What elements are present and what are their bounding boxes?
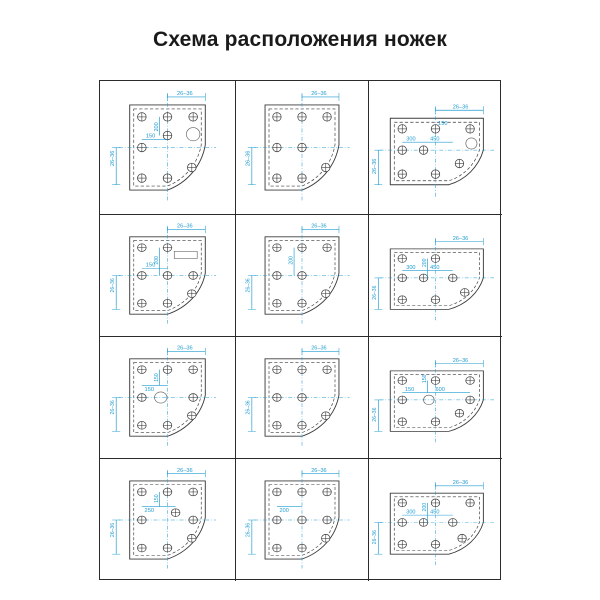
layout-grid: [99, 80, 501, 580]
dim-left-r2c1: 26–36: [109, 278, 116, 293]
foot-marks: [398, 125, 477, 179]
dim-v-r3c1: 150: [153, 373, 160, 382]
dim-v-r1c1: 200: [153, 122, 160, 132]
dim-left-r2c2: 26–36: [245, 278, 252, 293]
diagram-cell-r3c2: [236, 337, 369, 459]
dim-left-r1c2: 26–36: [245, 150, 252, 167]
dim-h-r2c1: 150: [145, 262, 156, 269]
foot-marks: [398, 255, 469, 304]
dim-h2-r3c3: 600: [435, 387, 445, 393]
foot-marks: [398, 377, 474, 426]
dim-top-r1c1: 26–36: [176, 90, 193, 97]
dim-v-r2c1: 200: [153, 256, 160, 265]
dim-left-r3c3: 26–36: [371, 407, 379, 422]
diagram-cell-r4c1: [100, 459, 236, 581]
dim-h-r3c3: 150: [404, 387, 415, 393]
dim-h2-r1c3: 450: [430, 136, 440, 143]
dim-v-r2c2: 200: [288, 256, 295, 265]
dim-v-r2c3: 200: [421, 258, 429, 268]
diagram-cell-r2c2: [236, 215, 369, 337]
dim-top-r2c1: 26–36: [176, 223, 193, 230]
dim-h2-r4c3: 450: [430, 509, 440, 516]
dim-left-r4c2: 26–36: [245, 522, 252, 538]
dim-left-r1c3: 26–36: [372, 158, 379, 175]
diagram-cell-r3c3: [369, 337, 502, 459]
dim-h2-r2c3: 450: [430, 265, 440, 271]
dim-h-r3c1: 150: [144, 387, 154, 393]
dim-left-r4c1: 26–36: [109, 522, 116, 538]
diagram-cell-r2c3: [369, 215, 502, 337]
dim-v-r4c3: 200: [421, 502, 429, 512]
dim-v-r3c3: 150: [421, 374, 429, 383]
diagram-cell-r3c1: [100, 337, 236, 459]
page-title: Схема расположения ножек: [152, 28, 448, 51]
dim-left-r1c1: 26–36: [109, 150, 116, 167]
dim-v-r1c3: 150: [438, 120, 448, 127]
dim-h-r2c3: 300: [406, 265, 416, 271]
diagram-cell-r4c3: [369, 459, 502, 581]
dim-top-r4c2: 26–36: [311, 467, 327, 474]
dim-left-r3c1: 26–36: [109, 400, 116, 415]
dim-top-r2c2: 26–36: [311, 223, 327, 230]
dim-top-r1c3: 26–36: [452, 104, 469, 111]
dim-top-r4c1: 26–36: [176, 468, 193, 474]
dim-h-r4c1: 250: [144, 508, 154, 515]
diagram-cell-r1c2: [236, 81, 369, 215]
dim-left-r2c3: 26–36: [371, 285, 379, 300]
dim-h-r4c3: 300: [406, 509, 416, 516]
foot-marks: [398, 499, 474, 548]
dim-h-r1c1: 150: [145, 133, 156, 140]
dim-h-r1c3: 300: [406, 136, 416, 143]
dim-v-r4c1: 150: [153, 494, 160, 503]
dim-h-r4c2: 200: [279, 508, 289, 515]
dim-left-r4c3: 26–36: [372, 530, 379, 545]
dim-top-r2c3: 26–36: [452, 235, 469, 242]
dim-top-r3c1: 26–36: [176, 345, 193, 352]
diagram-cell-r2c1: [100, 215, 236, 337]
dim-left-r3c2: 26–36: [245, 400, 252, 415]
dim-top-r3c2: 26–36: [311, 345, 327, 352]
dim-top-r1c2: 26–36: [311, 90, 327, 97]
diagram-cell-r1c1: [100, 81, 236, 215]
diagram-cell-r1c3: [369, 81, 502, 215]
dim-top-r4c3: 26–36: [452, 480, 469, 486]
dim-top-r3c3: 26–36: [452, 357, 469, 364]
diagram-cell-r4c2: [236, 459, 369, 581]
